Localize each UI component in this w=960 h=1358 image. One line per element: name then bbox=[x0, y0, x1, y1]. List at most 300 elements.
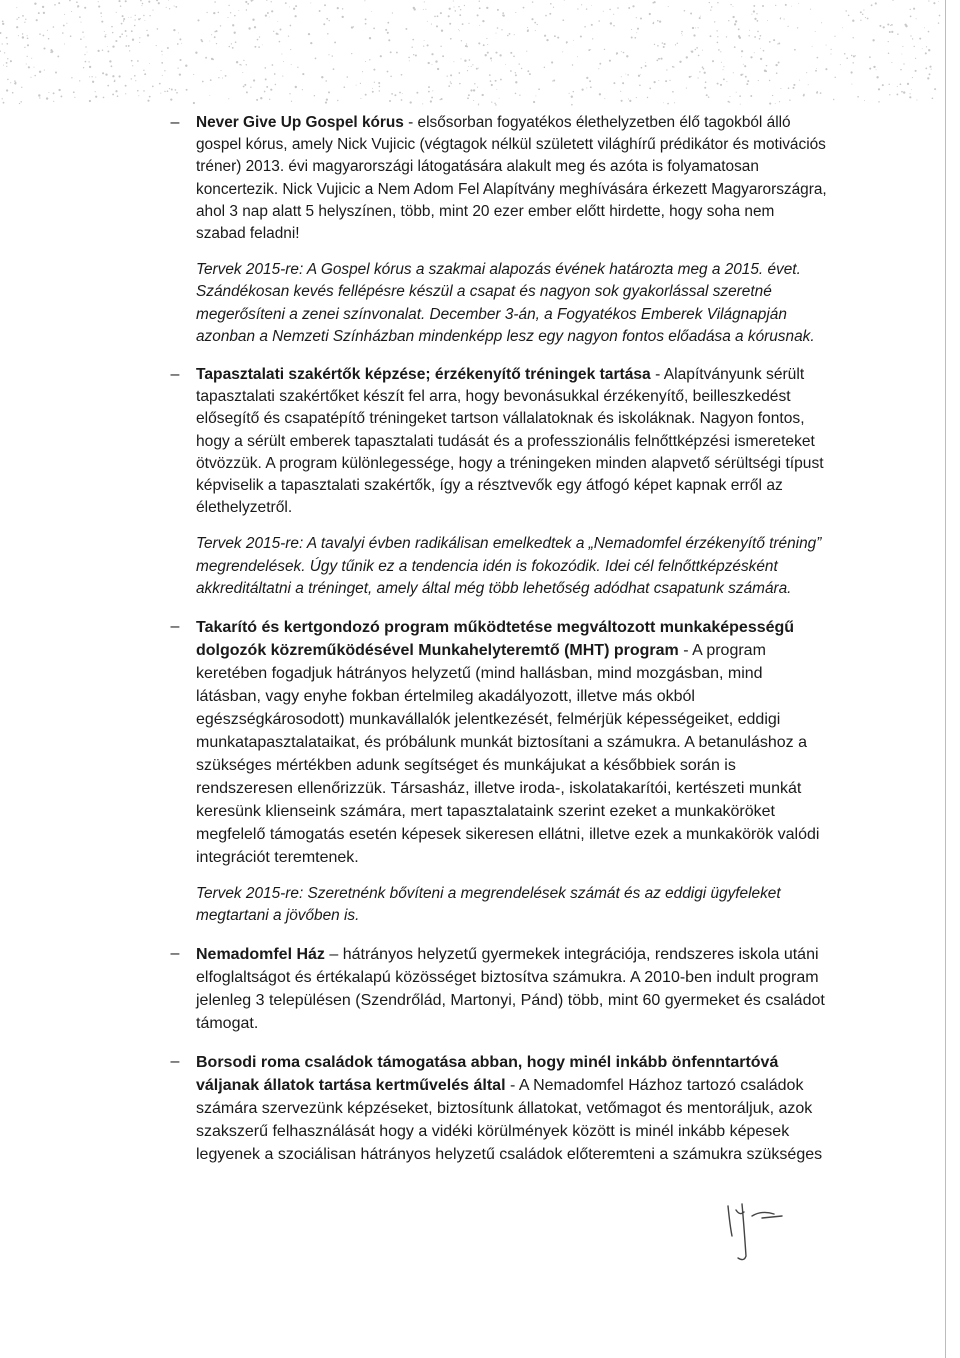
noise-speck bbox=[38, 12, 40, 14]
noise-speck bbox=[891, 31, 893, 33]
noise-speck bbox=[760, 58, 762, 60]
noise-speck bbox=[105, 34, 106, 35]
noise-speck bbox=[448, 15, 450, 17]
noise-speck bbox=[831, 49, 832, 50]
noise-speck bbox=[545, 15, 547, 17]
noise-speck bbox=[222, 77, 223, 78]
noise-speck bbox=[374, 82, 375, 83]
noise-speck bbox=[380, 55, 382, 57]
noise-speck bbox=[328, 91, 330, 93]
noise-speck bbox=[590, 86, 592, 88]
noise-speck bbox=[609, 60, 611, 62]
noise-speck bbox=[741, 56, 742, 57]
noise-speck bbox=[698, 27, 699, 28]
noise-speck bbox=[424, 1, 425, 2]
noise-speck bbox=[31, 58, 32, 59]
noise-speck bbox=[441, 30, 443, 32]
item-text: - Alapítványunk sérült tapasztalati szakértőket készít fel arra, hogy bevonásukkal érzékenyítő, beilleszkedést elősegítő és csapatépítő tréningeket tartson vállalatoknak és iskoláknak. Nagyon fontos, hogy a sérült emberek tapasztalati tudását és a professzionális felnőttképzési ismereteket ötvözzük. A program különlegessége, hogy a tréningeken minden alapvető sérültségi típust képviselik a tapasztalati szakértők, így a résztvevők egy átfogó képet kapnak erről az élethelyzetről. bbox=[196, 366, 824, 517]
noise-speck bbox=[716, 30, 717, 31]
noise-speck bbox=[12, 92, 14, 94]
noise-speck bbox=[665, 80, 667, 82]
noise-speck bbox=[270, 89, 272, 91]
noise-speck bbox=[682, 35, 683, 36]
noise-speck bbox=[551, 61, 553, 63]
noise-speck bbox=[14, 83, 16, 85]
noise-speck bbox=[461, 40, 462, 41]
noise-speck bbox=[95, 77, 96, 78]
noise-speck bbox=[637, 28, 639, 30]
noise-speck bbox=[704, 72, 706, 74]
noise-speck bbox=[907, 83, 909, 85]
noise-speck bbox=[197, 19, 199, 21]
noise-speck bbox=[334, 41, 336, 43]
noise-speck bbox=[833, 99, 834, 100]
noise-speck bbox=[128, 17, 129, 18]
noise-speck bbox=[432, 90, 433, 91]
noise-speck bbox=[123, 18, 125, 20]
noise-speck bbox=[170, 98, 172, 100]
noise-speck bbox=[938, 22, 939, 23]
noise-speck bbox=[310, 42, 312, 44]
noise-speck bbox=[239, 64, 241, 66]
noise-speck bbox=[496, 33, 497, 34]
noise-speck bbox=[468, 66, 469, 67]
noise-speck bbox=[138, 18, 140, 20]
noise-speck bbox=[325, 80, 326, 81]
noise-speck bbox=[121, 33, 123, 35]
noise-speck bbox=[860, 20, 861, 21]
noise-speck bbox=[900, 69, 902, 71]
noise-speck bbox=[131, 60, 133, 62]
noise-speck bbox=[107, 85, 109, 87]
noise-speck bbox=[934, 88, 936, 90]
noise-speck bbox=[302, 89, 303, 90]
noise-speck bbox=[143, 90, 145, 92]
noise-speck bbox=[120, 5, 122, 7]
noise-speck bbox=[459, 14, 461, 16]
noise-speck bbox=[282, 76, 283, 77]
noise-speck bbox=[103, 97, 105, 99]
noise-speck bbox=[347, 76, 349, 78]
noise-speck bbox=[888, 52, 890, 54]
noise-speck bbox=[617, 7, 619, 9]
noise-speck bbox=[7, 79, 9, 81]
noise-speck bbox=[274, 73, 276, 75]
noise-speck bbox=[246, 9, 247, 10]
noise-speck bbox=[458, 72, 460, 74]
noise-speck bbox=[684, 10, 686, 12]
noise-speck bbox=[365, 18, 367, 20]
noise-speck bbox=[344, 86, 346, 88]
noise-speck bbox=[156, 45, 157, 46]
noise-speck bbox=[744, 65, 746, 67]
noise-speck bbox=[295, 86, 297, 88]
noise-speck bbox=[6, 43, 8, 45]
noise-speck bbox=[387, 22, 389, 24]
noise-speck bbox=[135, 15, 136, 16]
noise-speck bbox=[726, 81, 727, 82]
noise-speck bbox=[234, 32, 236, 34]
noise-speck bbox=[84, 54, 85, 55]
noise-speck bbox=[453, 61, 454, 62]
noise-speck bbox=[623, 52, 625, 54]
list-item-tapasztalati-szakertok bbox=[168, 364, 828, 600]
noise-speck bbox=[888, 84, 889, 85]
noise-speck bbox=[747, 80, 749, 82]
noise-speck bbox=[717, 36, 718, 37]
noise-speck bbox=[842, 27, 843, 28]
noise-speck bbox=[112, 45, 114, 47]
noise-speck bbox=[26, 63, 27, 64]
noise-speck bbox=[901, 54, 902, 55]
noise-speck bbox=[272, 64, 274, 66]
noise-speck bbox=[482, 94, 484, 96]
noise-speck bbox=[206, 12, 207, 13]
noise-speck bbox=[337, 7, 339, 9]
noise-speck bbox=[302, 73, 304, 75]
noise-speck bbox=[139, 42, 140, 43]
noise-speck bbox=[487, 52, 489, 54]
noise-speck bbox=[447, 75, 448, 76]
noise-speck bbox=[6, 66, 7, 67]
noise-speck bbox=[228, 46, 230, 48]
noise-speck bbox=[435, 60, 437, 62]
noise-speck bbox=[712, 60, 714, 62]
noise-speck bbox=[391, 93, 393, 95]
noise-speck bbox=[784, 19, 785, 20]
item-paragraph bbox=[196, 1051, 828, 1166]
noise-speck bbox=[466, 46, 468, 48]
noise-speck bbox=[776, 72, 778, 74]
noise-speck bbox=[883, 26, 885, 28]
noise-speck bbox=[910, 35, 911, 36]
noise-speck bbox=[200, 39, 202, 41]
noise-speck bbox=[478, 42, 480, 44]
noise-speck bbox=[472, 64, 473, 65]
noise-speck bbox=[156, 0, 158, 1]
noise-speck bbox=[232, 24, 234, 26]
noise-speck bbox=[101, 21, 103, 23]
noise-speck bbox=[139, 37, 140, 38]
noise-speck bbox=[246, 64, 247, 65]
noise-speck bbox=[509, 33, 511, 35]
noise-speck bbox=[42, 6, 44, 8]
noise-speck bbox=[853, 55, 855, 57]
noise-speck bbox=[514, 34, 515, 35]
noise-speck bbox=[244, 84, 246, 86]
noise-speck bbox=[186, 89, 188, 91]
noise-speck bbox=[588, 49, 590, 51]
noise-speck bbox=[356, 85, 357, 86]
noise-speck bbox=[699, 71, 700, 72]
noise-speck bbox=[43, 47, 45, 49]
noise-speck bbox=[209, 95, 210, 96]
noise-speck bbox=[477, 14, 479, 16]
noise-speck bbox=[48, 92, 49, 93]
noise-speck bbox=[470, 89, 472, 91]
noise-speck bbox=[657, 20, 659, 22]
noise-speck bbox=[27, 35, 28, 36]
noise-speck bbox=[125, 30, 127, 32]
noise-speck bbox=[500, 79, 502, 81]
noise-speck bbox=[79, 80, 80, 81]
noise-speck bbox=[174, 5, 175, 6]
noise-speck bbox=[39, 71, 41, 73]
noise-speck bbox=[739, 95, 741, 97]
noise-speck bbox=[879, 25, 881, 27]
noise-speck bbox=[735, 20, 737, 22]
noise-speck bbox=[369, 59, 370, 60]
noise-speck bbox=[714, 21, 715, 22]
noise-speck bbox=[315, 58, 317, 60]
noise-speck bbox=[734, 23, 736, 25]
noise-speck bbox=[616, 52, 618, 54]
noise-speck bbox=[845, 10, 846, 11]
noise-speck bbox=[129, 50, 130, 51]
noise-speck bbox=[365, 23, 367, 25]
noise-speck bbox=[146, 30, 147, 31]
noise-speck bbox=[95, 96, 97, 98]
noise-speck bbox=[765, 70, 767, 72]
noise-speck bbox=[342, 8, 343, 9]
noise-speck bbox=[98, 6, 100, 8]
noise-speck bbox=[152, 10, 153, 11]
noise-speck bbox=[289, 6, 290, 7]
noise-speck bbox=[932, 97, 934, 99]
noise-speck bbox=[549, 13, 551, 15]
noise-speck bbox=[213, 12, 215, 14]
noise-speck bbox=[281, 54, 282, 55]
noise-speck bbox=[134, 19, 135, 20]
noise-speck bbox=[897, 86, 898, 87]
noise-speck bbox=[27, 56, 28, 57]
noise-speck bbox=[321, 76, 323, 78]
noise-speck bbox=[544, 35, 546, 37]
noise-speck bbox=[98, 1, 99, 2]
noise-speck bbox=[290, 49, 291, 50]
noise-speck bbox=[926, 46, 927, 47]
noise-speck bbox=[793, 87, 795, 89]
noise-speck bbox=[152, 86, 154, 88]
noise-speck bbox=[437, 68, 439, 70]
noise-speck bbox=[3, 102, 5, 104]
noise-speck bbox=[104, 36, 106, 38]
noise-speck bbox=[775, 64, 777, 66]
noise-speck bbox=[342, 16, 344, 18]
noise-speck bbox=[584, 26, 586, 28]
noise-speck bbox=[371, 11, 372, 12]
noise-speck bbox=[245, 1, 247, 3]
item-paragraph bbox=[196, 364, 828, 519]
noise-speck bbox=[149, 96, 151, 98]
noise-speck bbox=[181, 43, 182, 44]
noise-speck bbox=[259, 36, 260, 37]
noise-speck bbox=[762, 5, 764, 7]
item-text: - A Nemadomfel Házhoz tartozó családok számára szervezünk képzéseket, biztosítunk állatokat, vetőmagot és mentoráljuk, azok szakszerű felhasználását hogy a vidéki körülmények között is minél inkább képesek legyenek a szociálisan hátrányos helyzetű családok előteremteni a számukra szükséges bbox=[196, 1077, 823, 1164]
noise-speck bbox=[816, 92, 818, 94]
noise-speck bbox=[477, 87, 478, 88]
noise-speck bbox=[791, 6, 792, 7]
noise-speck bbox=[138, 95, 139, 96]
noise-speck bbox=[741, 50, 743, 52]
noise-speck bbox=[140, 0, 142, 1]
noise-speck bbox=[453, 0, 454, 1]
noise-speck bbox=[450, 74, 452, 76]
noise-speck bbox=[467, 97, 469, 99]
noise-speck bbox=[360, 83, 361, 84]
noise-speck bbox=[248, 27, 250, 29]
noise-speck bbox=[142, 3, 144, 5]
noise-speck bbox=[581, 4, 582, 5]
noise-speck bbox=[3, 65, 4, 66]
noise-speck bbox=[242, 72, 243, 73]
noise-speck bbox=[387, 32, 389, 34]
noise-speck bbox=[326, 98, 328, 100]
noise-speck bbox=[337, 100, 338, 101]
noise-speck bbox=[314, 95, 315, 96]
noise-speck bbox=[214, 36, 216, 38]
noise-speck bbox=[137, 60, 139, 62]
noise-speck bbox=[378, 82, 380, 84]
noise-speck bbox=[780, 18, 781, 19]
noise-speck bbox=[34, 75, 35, 76]
noise-speck bbox=[74, 97, 75, 98]
noise-speck bbox=[425, 9, 426, 10]
document-body bbox=[168, 112, 828, 1182]
noise-speck bbox=[652, 2, 654, 4]
handwritten-signature bbox=[722, 1196, 792, 1266]
noise-speck bbox=[6, 37, 8, 39]
noise-speck bbox=[227, 17, 228, 18]
noise-speck bbox=[277, 21, 278, 22]
noise-speck bbox=[621, 100, 623, 102]
noise-speck bbox=[422, 103, 423, 104]
noise-speck bbox=[499, 98, 500, 99]
noise-speck bbox=[131, 30, 133, 32]
noise-speck bbox=[468, 94, 470, 96]
noise-speck bbox=[459, 30, 460, 31]
noise-speck bbox=[586, 77, 588, 79]
noise-speck bbox=[891, 24, 893, 26]
noise-speck bbox=[332, 55, 333, 56]
noise-speck bbox=[47, 30, 48, 31]
noise-speck bbox=[912, 77, 913, 78]
noise-speck bbox=[167, 47, 169, 49]
noise-speck bbox=[125, 45, 127, 47]
noise-speck bbox=[799, 80, 800, 81]
noise-speck bbox=[451, 83, 452, 84]
noise-speck bbox=[469, 59, 471, 61]
noise-speck bbox=[112, 75, 114, 77]
noise-speck bbox=[16, 19, 17, 20]
noise-speck bbox=[573, 40, 574, 41]
noise-speck bbox=[405, 28, 407, 30]
noise-speck bbox=[928, 49, 930, 51]
noise-speck bbox=[844, 53, 846, 55]
noise-speck bbox=[264, 67, 266, 69]
noise-speck bbox=[780, 88, 781, 89]
noise-speck bbox=[489, 74, 491, 76]
noise-speck bbox=[34, 67, 35, 68]
noise-speck bbox=[80, 22, 81, 23]
noise-speck bbox=[754, 36, 756, 38]
noise-speck bbox=[846, 57, 848, 59]
noise-speck bbox=[401, 74, 403, 76]
noise-speck bbox=[173, 29, 175, 31]
noise-speck bbox=[810, 9, 811, 10]
noise-speck bbox=[254, 26, 256, 28]
noise-speck bbox=[909, 96, 911, 98]
noise-speck bbox=[535, 95, 536, 96]
noise-speck bbox=[698, 77, 699, 78]
noise-speck bbox=[816, 68, 817, 69]
noise-speck bbox=[476, 68, 478, 70]
noise-speck bbox=[912, 38, 913, 39]
noise-speck bbox=[53, 101, 54, 102]
noise-speck bbox=[252, 0, 253, 1]
noise-speck bbox=[621, 76, 622, 77]
noise-speck bbox=[491, 84, 493, 86]
noise-speck bbox=[510, 52, 512, 54]
noise-speck bbox=[351, 26, 353, 28]
noise-speck bbox=[590, 49, 591, 50]
noise-speck bbox=[77, 5, 79, 7]
noise-speck bbox=[577, 8, 578, 9]
noise-speck bbox=[372, 88, 373, 89]
noise-speck bbox=[571, 104, 573, 106]
noise-speck bbox=[168, 0, 169, 1]
noise-speck bbox=[628, 98, 629, 99]
noise-speck bbox=[66, 23, 67, 24]
noise-speck bbox=[820, 92, 822, 94]
noise-speck bbox=[794, 49, 796, 51]
noise-speck bbox=[413, 54, 414, 55]
noise-speck bbox=[91, 76, 92, 77]
noise-speck bbox=[808, 84, 809, 85]
list-dash: – bbox=[170, 366, 180, 384]
noise-speck bbox=[628, 7, 630, 9]
noise-speck bbox=[254, 46, 256, 48]
noise-speck bbox=[365, 61, 366, 62]
noise-speck bbox=[629, 100, 631, 102]
noise-speck bbox=[757, 20, 759, 22]
noise-speck bbox=[283, 61, 284, 62]
item-paragraph bbox=[196, 616, 828, 869]
noise-speck bbox=[869, 56, 871, 58]
noise-speck bbox=[466, 43, 467, 44]
noise-speck bbox=[604, 49, 605, 50]
noise-speck bbox=[479, 7, 481, 9]
noise-speck bbox=[166, 7, 167, 8]
noise-speck bbox=[562, 51, 563, 52]
noise-speck bbox=[225, 75, 227, 77]
noise-speck bbox=[116, 12, 117, 13]
noise-speck bbox=[669, 80, 670, 81]
noise-speck bbox=[467, 70, 468, 71]
noise-speck bbox=[423, 9, 424, 10]
noise-speck bbox=[888, 41, 889, 42]
noise-speck bbox=[613, 82, 615, 84]
noise-speck bbox=[544, 67, 545, 68]
noise-speck bbox=[564, 0, 565, 1]
noise-speck bbox=[111, 26, 113, 28]
noise-speck bbox=[279, 41, 281, 43]
noise-speck bbox=[732, 16, 734, 18]
noise-speck bbox=[319, 10, 321, 12]
noise-speck bbox=[410, 101, 412, 103]
noise-speck bbox=[658, 80, 659, 81]
noise-speck bbox=[862, 13, 864, 15]
